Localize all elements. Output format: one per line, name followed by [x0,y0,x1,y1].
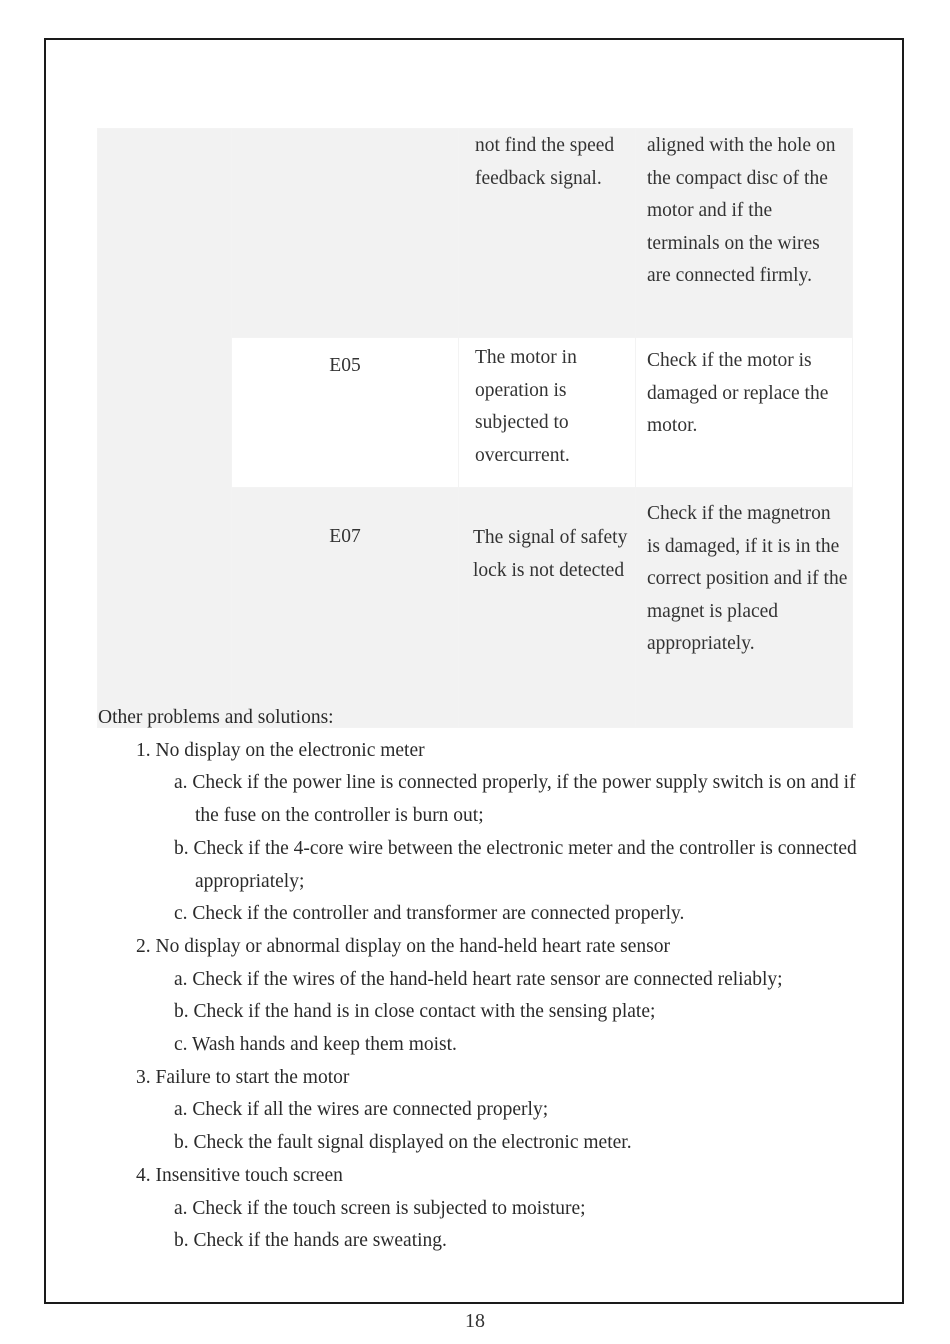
solution-step [136,767,858,832]
solution-step-text: c. Check if the controller and transformer are connected properly. [174,903,685,925]
problem-item [98,1062,858,1160]
cause-text: The motor in operation is subjected to overcurrent. [475,347,577,466]
solution-text: aligned with the hole on the compact disc of the motor and if the terminals on the wires are connected firmly. [647,135,836,287]
solution-step [136,1127,858,1160]
solution-step-text: a. Check if the power line is connected properly, if the power supply switch is on and if the fuse on the controller is burn out; [174,772,856,827]
cause-cell [459,488,636,728]
cause-cell [459,129,636,338]
solution-step [136,898,858,931]
solution-step [136,833,858,898]
solution-step-text: a. Check if all the wires are connected properly; [174,1099,549,1121]
solution-cell [636,129,853,338]
problem-item [98,1160,858,1258]
solution-step-text: a. Check if the touch screen is subjected to moisture; [174,1197,586,1219]
solution-text: Check if the magnetron is damaged, if it is in the correct position and if the magnet is placed appropriately. [647,503,848,655]
cause-text: The signal of safety lock is not detected [473,527,628,581]
solution-step-text: b. Check if the 4-core wire between the electronic meter and the controller is connected appropriately; [174,837,857,892]
solution-step [136,996,858,1029]
problem-item [98,931,858,1062]
error-code: E05 [329,355,361,376]
solution-step [136,1029,858,1062]
error-code: E07 [329,526,361,547]
solution-step-text: a. Check if the wires of the hand-held heart rate sensor are connected reliably; [174,968,783,990]
problem-title: 1. No display on the electronic meter [136,739,425,761]
problem-title: 4. Insensitive touch screen [136,1164,343,1186]
fault-code-table [97,128,853,728]
solution-step-text: b. Check if the hands are sweating. [174,1230,447,1252]
error-code-cell [232,129,459,338]
error-code-cell [232,488,459,728]
solution-step [136,1094,858,1127]
group-cell [98,129,232,728]
cause-cell [459,338,636,488]
solution-step-text: b. Check if the hand is in close contact with the sensing plate; [174,1001,656,1023]
solution-step-text: b. Check the fault signal displayed on the electronic meter. [174,1132,632,1154]
problem-title: 2. No display or abnormal display on the hand-held heart rate sensor [136,935,670,957]
solution-step [136,1225,858,1258]
problem-item [98,735,858,931]
section-heading: Other problems and solutions: [98,707,334,728]
error-code-cell [232,338,459,488]
table-row [98,129,853,338]
solution-step-text: c. Wash hands and keep them moist. [174,1034,457,1056]
page-number: 18 [465,1310,485,1332]
solution-text: Check if the motor is damaged or replace the motor. [647,350,829,437]
other-problems-section [98,702,858,1258]
problem-title: 3. Failure to start the motor [136,1066,350,1088]
cause-text: not find the speed feedback signal. [475,135,615,189]
solution-step [136,1193,858,1226]
solution-cell [636,338,853,488]
solution-cell [636,488,853,728]
solution-step [136,964,858,997]
